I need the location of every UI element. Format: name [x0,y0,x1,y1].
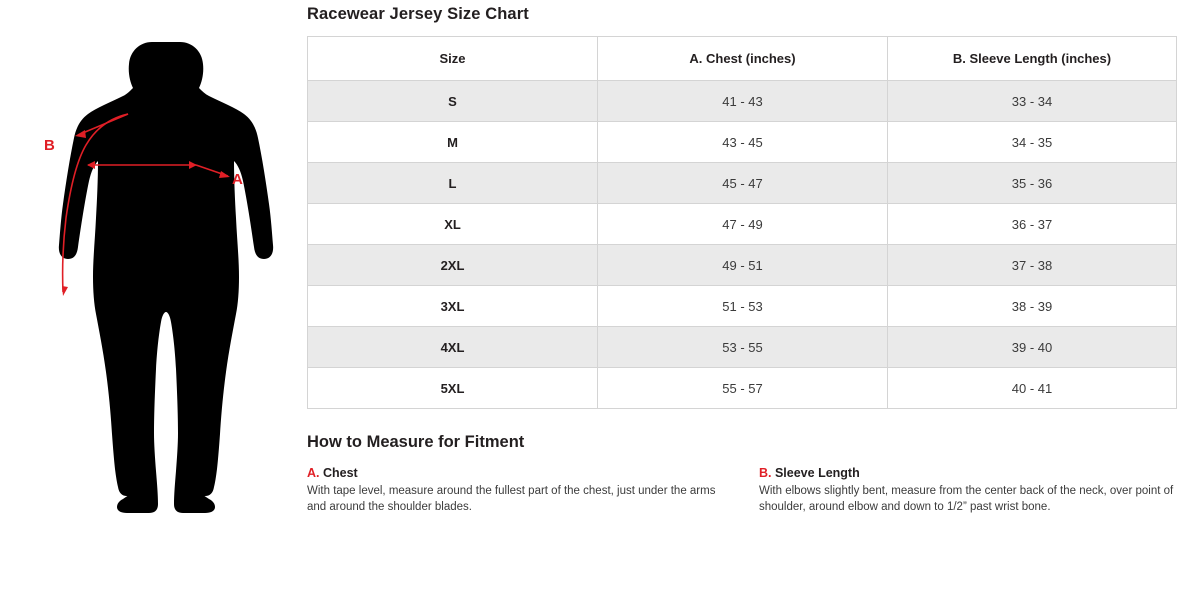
cell-sleeve: 36 - 37 [888,204,1177,245]
cell-size: L [308,163,598,204]
measure-letter-b: B. [759,466,772,480]
measure-section-sleeve [759,466,1176,515]
column-header-size: Size [308,37,598,81]
table-row [308,327,1177,368]
cell-chest: 49 - 51 [598,245,888,286]
table-body [308,81,1177,409]
cell-chest: 55 - 57 [598,368,888,409]
male-body-silhouette-icon [59,42,273,513]
body-silhouette-diagram [0,0,300,593]
cell-size: XL [308,204,598,245]
cell-sleeve: 33 - 34 [888,81,1177,122]
measure-text-sleeve: With elbows slightly bent, measure from the center back of the neck, over point of shoulder, around elbow and down to 1/2” past wrist bone. [759,485,1174,513]
callout-label-a: A [232,171,243,188]
column-header-chest: A. Chest (inches) [598,37,888,81]
table-row [308,368,1177,409]
cell-size: M [308,122,598,163]
cell-size: 4XL [308,327,598,368]
table-row [308,204,1177,245]
cell-chest: 43 - 45 [598,122,888,163]
measure-name-sleeve: Sleeve Length [771,466,860,480]
size-chart-table [307,36,1177,409]
table-header [308,37,1177,81]
cell-size: 3XL [308,286,598,327]
cell-sleeve: 37 - 38 [888,245,1177,286]
page-title: Racewear Jersey Size Chart [307,5,529,23]
callout-label-b: B [44,137,55,154]
table-row [308,286,1177,327]
cell-sleeve: 34 - 35 [888,122,1177,163]
cell-chest: 45 - 47 [598,163,888,204]
how-to-measure-title: How to Measure for Fitment [307,433,525,451]
cell-size: 2XL [308,245,598,286]
measure-section-chest-heading [307,466,737,480]
table-row [308,163,1177,204]
table-row [308,245,1177,286]
cell-size: 5XL [308,368,598,409]
how-to-measure-sections [307,466,1176,515]
measure-name-chest: Chest [319,466,358,480]
measurement-figure [0,0,300,593]
cell-sleeve: 40 - 41 [888,368,1177,409]
table-row [308,81,1177,122]
measure-section-sleeve-heading [759,466,1176,480]
measure-section-chest [307,466,759,515]
sleeve-arrow-bottom [62,286,68,296]
table-header-row [308,37,1177,81]
cell-sleeve: 35 - 36 [888,163,1177,204]
measure-text-chest: With tape level, measure around the fullest part of the chest, just under the arms and around the shoulder blades. [307,485,716,513]
content-column [307,0,1197,593]
cell-size: S [308,81,598,122]
cell-sleeve: 38 - 39 [888,286,1177,327]
cell-chest: 51 - 53 [598,286,888,327]
table-row [308,122,1177,163]
measure-letter-a: A. [307,466,320,480]
cell-chest: 41 - 43 [598,81,888,122]
cell-chest: 47 - 49 [598,204,888,245]
cell-sleeve: 39 - 40 [888,327,1177,368]
column-header-sleeve: B. Sleeve Length (inches) [888,37,1177,81]
cell-chest: 53 - 55 [598,327,888,368]
